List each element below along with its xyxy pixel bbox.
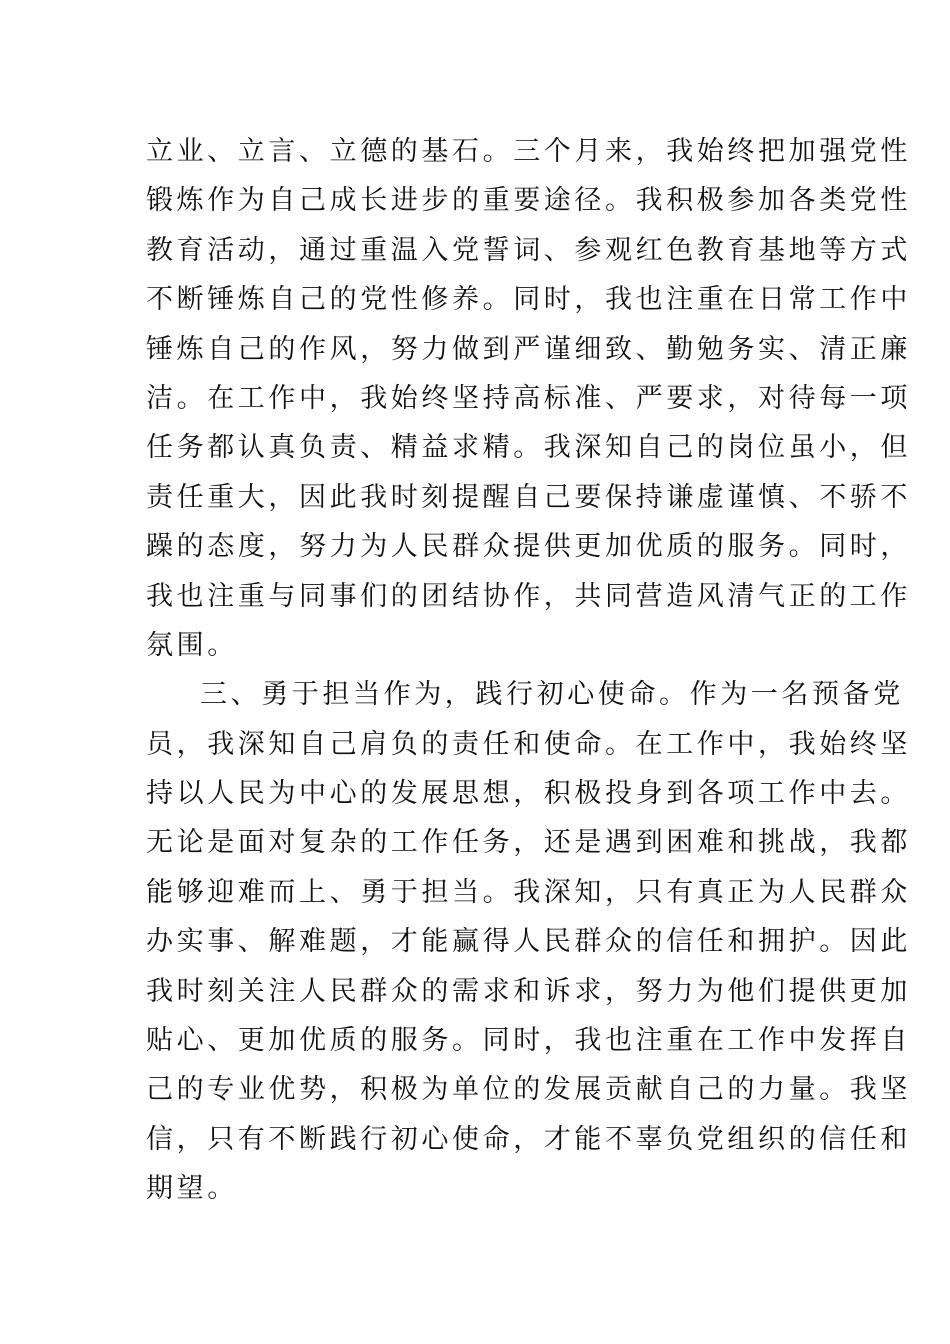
paragraph-party-spirit bbox=[146, 127, 911, 670]
text-line: 员，我深知自己肩负的责任和使命。在工作中，我始终坚 bbox=[146, 728, 911, 760]
text-line: 期望。 bbox=[146, 1173, 238, 1205]
text-line-indented: 三、勇于担当作为，践行初心使命。作为一名预备党 bbox=[200, 679, 904, 711]
text-line: 洁。在工作中，我始终坚持高标准、严要求，对待每一项 bbox=[146, 382, 911, 414]
text-line: 氛围。 bbox=[146, 629, 238, 661]
text-line: 能够迎难而上、勇于担当。我深知，只有真正为人民群众 bbox=[146, 876, 911, 908]
text-line: 我也注重与同事们的团结协作，共同营造风清气正的工作 bbox=[146, 580, 911, 612]
text-line: 持以人民为中心的发展思想，积极投身到各项工作中去。 bbox=[146, 778, 911, 810]
text-line: 我时刻关注人民群众的需求和诉求，努力为他们提供更加 bbox=[146, 975, 911, 1007]
text-line: 己的专业优势，积极为单位的发展贡献自己的力量。我坚 bbox=[146, 1074, 911, 1106]
text-line: 办实事、解难题，才能赢得人民群众的信任和拥护。因此 bbox=[146, 926, 911, 958]
paragraph-section-three bbox=[146, 670, 911, 1213]
text-line: 责任重大，因此我时刻提醒自己要保持谦虚谨慎、不骄不 bbox=[146, 481, 911, 513]
text-line: 锤炼自己的作风，努力做到严谨细致、勤勉务实、清正廉 bbox=[146, 333, 911, 365]
text-line: 不断锤炼自己的党性修养。同时，我也注重在日常工作中 bbox=[146, 284, 911, 316]
text-line: 贴心、更加优质的服务。同时，我也注重在工作中发挥自 bbox=[146, 1025, 911, 1057]
document-body bbox=[146, 127, 911, 1214]
text-line: 无论是面对复杂的工作任务，还是遇到困难和挑战，我都 bbox=[146, 827, 911, 859]
text-line: 教育活动，通过重温入党誓词、参观红色教育基地等方式 bbox=[146, 234, 911, 266]
text-line: 任务都认真负责、精益求精。我深知自己的岗位虽小，但 bbox=[146, 432, 911, 464]
text-line: 立业、立言、立德的基石。三个月来，我始终把加强党性 bbox=[146, 136, 911, 167]
text-line: 躁的态度，努力为人民群众提供更加优质的服务。同时， bbox=[146, 531, 911, 563]
text-line: 锻炼作为自己成长进步的重要途径。我积极参加各类党性 bbox=[146, 185, 911, 217]
text-line: 信，只有不断践行初心使命，才能不辜负党组织的信任和 bbox=[146, 1123, 911, 1155]
